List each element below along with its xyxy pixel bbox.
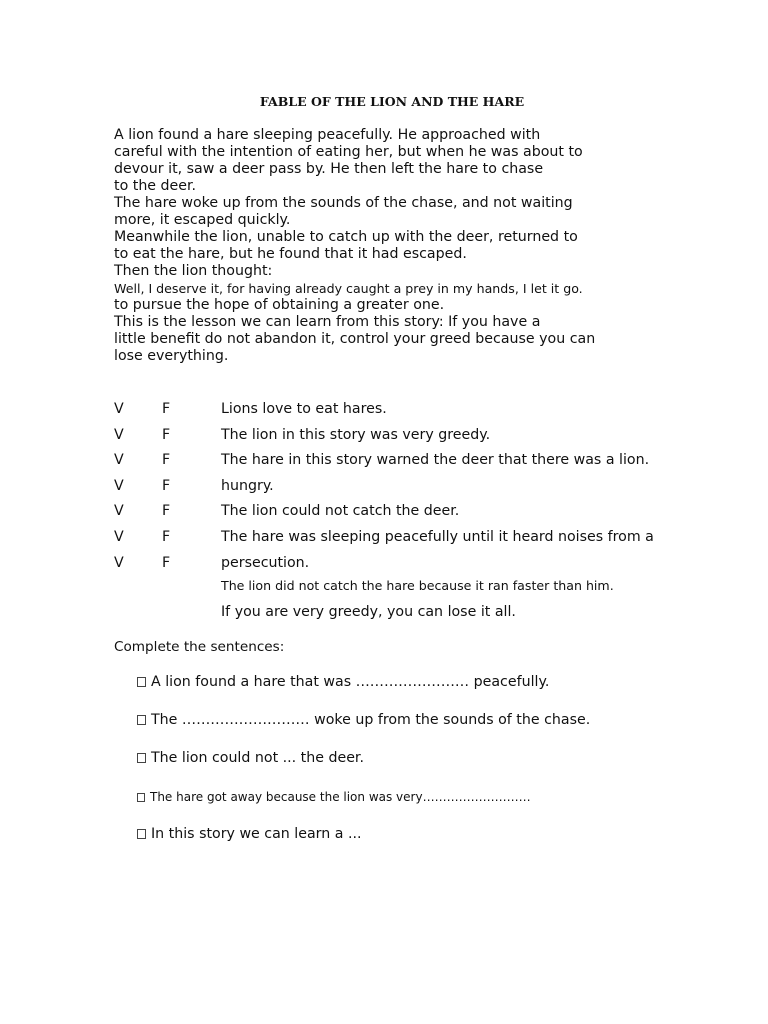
true-false-row xyxy=(114,476,714,502)
true-false-statement: persecution. xyxy=(221,554,310,571)
story-line: more, it escaped quickly. xyxy=(114,212,291,228)
story-line: devour it, saw a deer pass by. He then left the hare to chase xyxy=(114,161,544,177)
complete-heading: Complete the sentences: xyxy=(114,639,285,655)
story-line: Well, I deserve it, for having already caught a prey in my hands, I let it go. xyxy=(114,281,583,296)
true-false-statement: The lion could not catch the deer. xyxy=(221,503,460,520)
true-option[interactable]: V xyxy=(114,452,124,469)
fill-in-item xyxy=(137,826,361,842)
story-line: to eat the hare, but he found that it had escaped. xyxy=(114,246,467,262)
false-option[interactable]: F xyxy=(162,554,171,571)
true-false-row xyxy=(114,425,714,451)
true-false-extra-statement: If you are very greedy, you can lose it all. xyxy=(221,604,516,620)
checkbox-icon xyxy=(137,677,146,687)
fill-in-item xyxy=(137,790,531,804)
true-false-row xyxy=(114,450,714,476)
true-false-statement: The lion in this story was very greedy. xyxy=(221,426,491,443)
checkbox-icon xyxy=(137,793,145,802)
fill-in-text: A lion found a hare that was …………………… peacefully. xyxy=(151,674,550,690)
story-line: to the deer. xyxy=(114,178,197,194)
false-option[interactable]: F xyxy=(162,401,171,417)
true-option[interactable]: V xyxy=(114,426,124,443)
true-false-row xyxy=(114,399,714,425)
fill-in-item xyxy=(137,674,549,690)
false-option[interactable]: F xyxy=(162,452,171,469)
story-line: lose everything. xyxy=(114,348,229,364)
true-false-statement: Lions love to eat hares. xyxy=(221,401,387,417)
story-line: A lion found a hare sleeping peacefully. He approached with xyxy=(114,127,541,143)
checkbox-icon xyxy=(137,829,146,839)
story-line: little benefit do not abandon it, control your greed because you can xyxy=(114,331,596,347)
true-false-statement: hungry. xyxy=(221,477,274,494)
false-option[interactable]: F xyxy=(162,503,171,520)
story-line: The hare woke up from the sounds of the chase, and not waiting xyxy=(114,195,573,211)
story-line: Meanwhile the lion, unable to catch up with the deer, returned to xyxy=(114,229,578,245)
true-false-row xyxy=(114,501,714,527)
checkbox-icon xyxy=(137,715,146,725)
fill-in-text: In this story we can learn a ... xyxy=(151,826,362,842)
false-option[interactable]: F xyxy=(162,528,171,545)
story-line: to pursue the hope of obtaining a greater one. xyxy=(114,297,445,313)
fill-in-text: The lion could not ... the deer. xyxy=(151,750,364,766)
story-line: Then the lion thought: xyxy=(114,263,273,279)
true-option[interactable]: V xyxy=(114,477,124,494)
true-option[interactable]: V xyxy=(114,401,124,417)
true-false-statement: The hare in this story warned the deer that there was a lion. xyxy=(221,452,650,469)
fill-in-item xyxy=(137,712,590,728)
true-false-statement: The hare was sleeping peacefully until it heard noises from a xyxy=(221,528,654,545)
story-line: careful with the intention of eating her, but when he was about to xyxy=(114,144,583,160)
false-option[interactable]: F xyxy=(162,426,171,443)
true-false-extra-statement: The lion did not catch the hare because it ran faster than him. xyxy=(221,578,614,593)
document-title: FABLE OF THE LION AND THE HARE xyxy=(259,94,525,109)
fill-in-item xyxy=(137,750,364,766)
fill-in-text: The hare got away because the lion was very……………………… xyxy=(150,790,531,804)
true-false-row xyxy=(114,527,714,553)
true-false-row xyxy=(114,553,714,579)
true-option[interactable]: V xyxy=(114,528,124,545)
checkbox-icon xyxy=(137,753,146,763)
true-option[interactable]: V xyxy=(114,503,124,520)
true-option[interactable]: V xyxy=(114,554,124,571)
story-text xyxy=(114,127,674,365)
true-false-list xyxy=(114,399,714,578)
story-line: This is the lesson we can learn from this story: If you have a xyxy=(114,314,541,330)
false-option[interactable]: F xyxy=(162,477,171,494)
fill-in-text: The ……………………… woke up from the sounds of the chase. xyxy=(151,712,591,728)
